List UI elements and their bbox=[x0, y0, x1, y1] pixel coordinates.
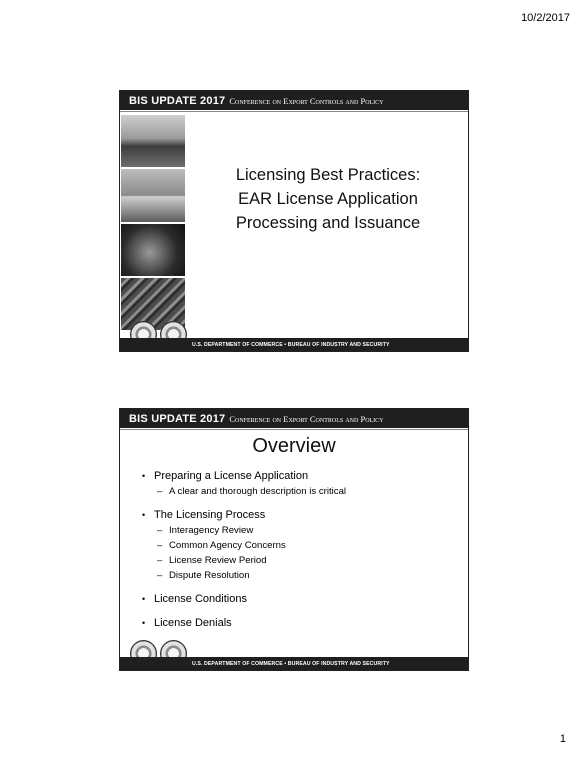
bullet-icon: • bbox=[142, 510, 146, 520]
bullet-item bbox=[142, 616, 462, 631]
bullet-item bbox=[142, 592, 462, 607]
bullet-text: License Denials bbox=[154, 617, 232, 629]
dash-icon: – bbox=[157, 570, 163, 581]
title-line: Licensing Best Practices: bbox=[235, 166, 421, 184]
bullet-list bbox=[142, 469, 462, 640]
dash-icon: – bbox=[157, 555, 163, 566]
conference-subtitle: Conference on Export Controls and Policy bbox=[229, 95, 384, 106]
slide-title: Overview bbox=[252, 435, 336, 457]
bullet-text: Preparing a License Application bbox=[154, 470, 309, 482]
page-date: 10/2/2017 bbox=[521, 12, 570, 24]
bullet-icon: • bbox=[142, 471, 146, 481]
slide-footer: U.S. DEPARTMENT OF COMMERCE • BUREAU OF INDUSTRY AND SECURITY bbox=[120, 657, 468, 670]
dash-icon: – bbox=[157, 486, 163, 497]
bullet-item bbox=[142, 508, 462, 583]
slide-1 bbox=[119, 90, 469, 352]
sub-bullet-text: License Review Period bbox=[169, 555, 267, 566]
conference-subtitle: Conference on Export Controls and Policy bbox=[229, 413, 384, 424]
bullet-item bbox=[142, 469, 462, 499]
header-rule bbox=[120, 111, 468, 112]
bullet-icon: • bbox=[142, 594, 146, 604]
slide-footer: U.S. DEPARTMENT OF COMMERCE • BUREAU OF INDUSTRY AND SECURITY bbox=[120, 338, 468, 351]
header-rule bbox=[120, 429, 468, 430]
photo-strip bbox=[121, 115, 185, 330]
cargo-ship-photo bbox=[121, 115, 185, 167]
title-line: Processing and Issuance bbox=[235, 214, 421, 232]
bullet-text: License Conditions bbox=[154, 593, 247, 605]
brand-title: BIS UPDATE 2017 bbox=[129, 94, 226, 107]
page-number: 1 bbox=[559, 733, 566, 745]
globe-network-photo bbox=[121, 224, 185, 276]
bullet-text: The Licensing Process bbox=[154, 509, 266, 521]
sub-bullet-text: Interagency Review bbox=[169, 525, 254, 536]
dash-icon: – bbox=[157, 540, 163, 551]
slide-2 bbox=[119, 408, 469, 671]
sub-bullet-text: Common Agency Concerns bbox=[169, 540, 286, 551]
slide-title bbox=[192, 163, 464, 235]
airplane-photo bbox=[121, 169, 185, 221]
sub-bullet-text: A clear and thorough description is critical bbox=[169, 486, 347, 497]
sub-bullet-text: Dispute Resolution bbox=[169, 570, 250, 581]
title-line: EAR License Application bbox=[238, 190, 418, 208]
brand-title: BIS UPDATE 2017 bbox=[129, 412, 226, 425]
bullet-icon: • bbox=[142, 618, 146, 628]
slide-header bbox=[120, 91, 468, 110]
slide-header bbox=[120, 409, 468, 428]
dash-icon: – bbox=[157, 525, 163, 536]
